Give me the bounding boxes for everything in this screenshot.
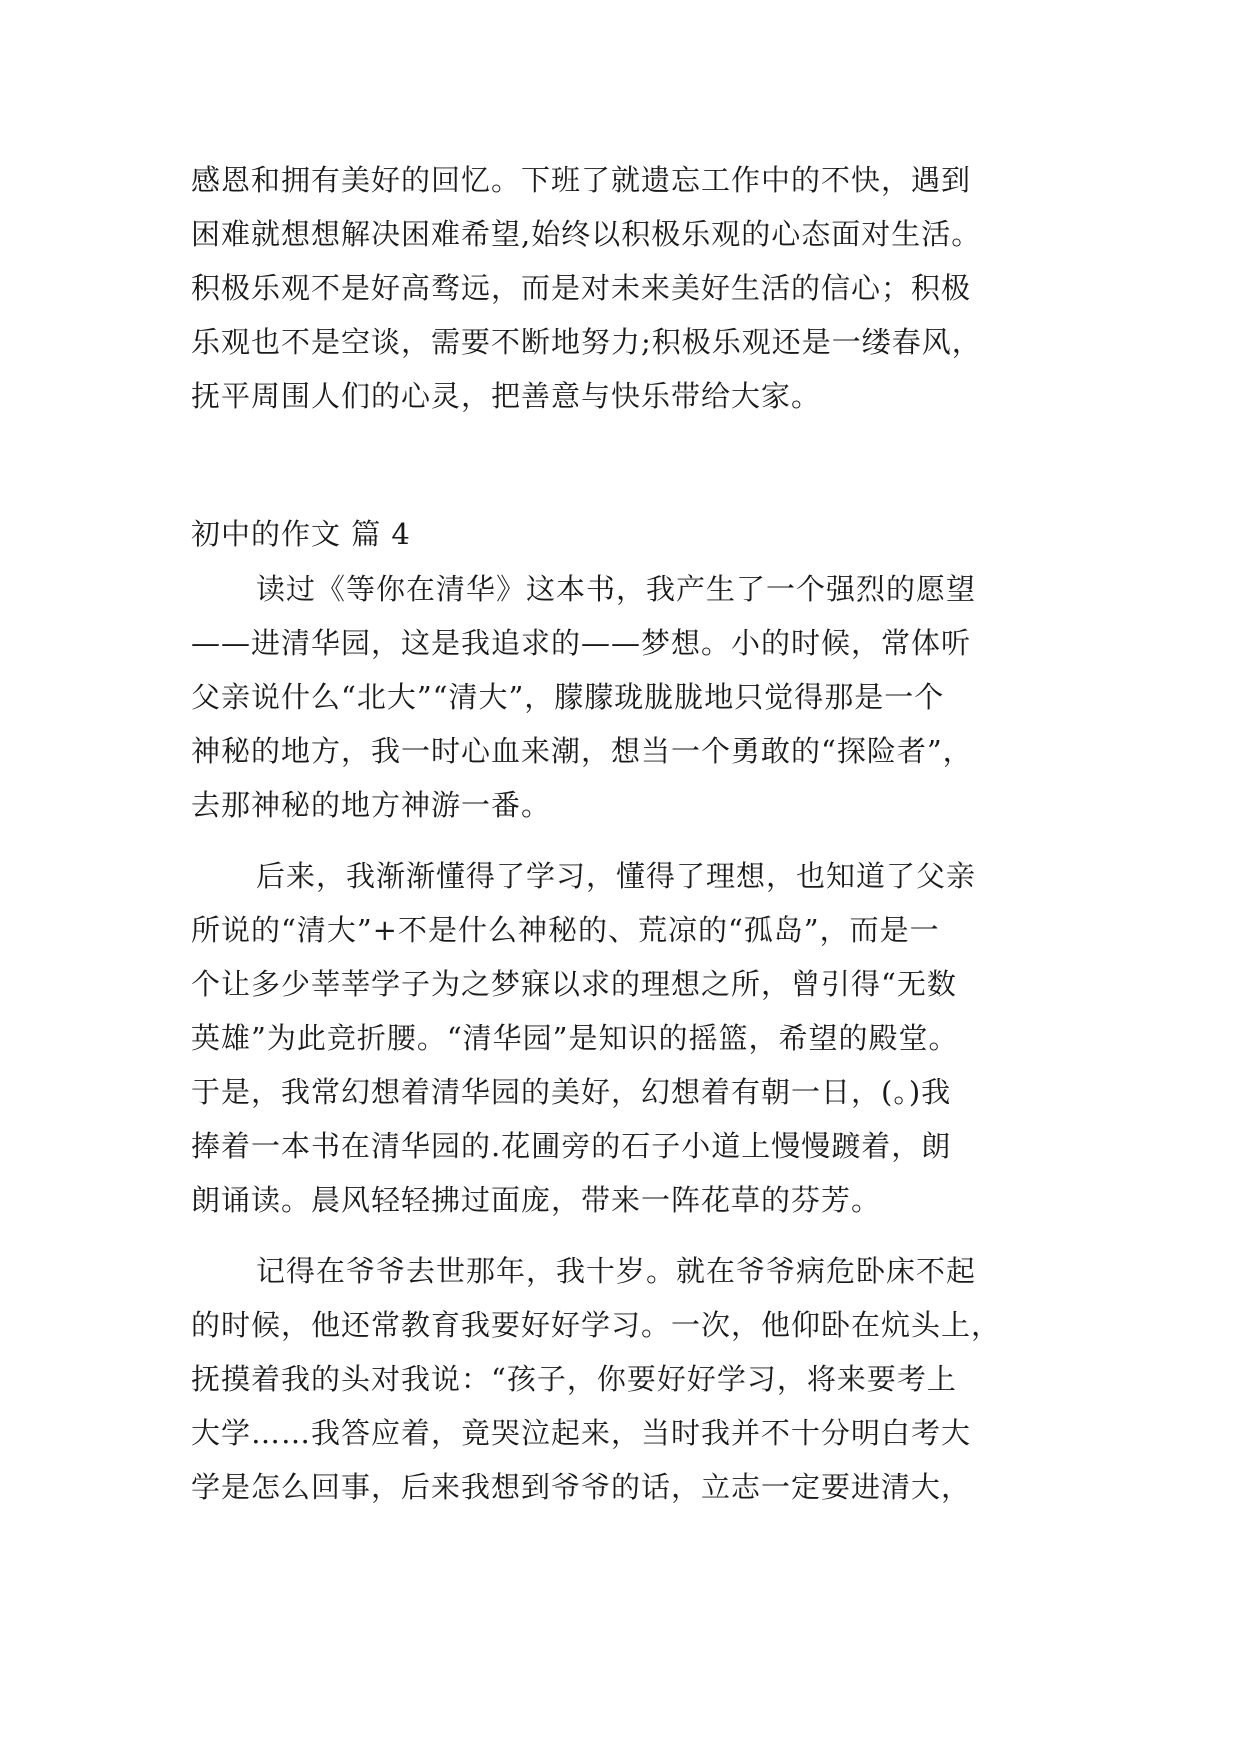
text-line: 父亲说什么“北大”“清大”，朦朦珑胧胧地只觉得那是一个: [191, 680, 945, 714]
text-line: 记得在爷爷去世那年，我十岁。就在爷爷病危卧床不起: [256, 1254, 977, 1288]
text-line: 乐观也不是空谈，需要不断地努力;积极乐观还是一缕春风，: [191, 325, 982, 359]
text-line: 困难就想想解决困难希望,始终以积极乐观的心态面对生活。: [191, 217, 982, 251]
text-line: ——进清华园，这是我追求的——梦想。小的时候，常体听: [191, 626, 972, 660]
text-line: 积极乐观不是好高骛远，而是对未来美好生活的信心；积极: [191, 271, 972, 305]
text-line: 朗诵读。晨风轻轻拂过面庞，带来一阵花草的芬芳。: [191, 1183, 882, 1217]
text-line: 个让多少莘莘学子为之梦寐以求的理想之所，曾引得“无数: [191, 967, 957, 1001]
text-line: 于是，我常幻想着清华园的美好，幻想着有朝一日，(。)我: [191, 1075, 952, 1109]
text-line: 捧着一本书在清华园的.花圃旁的石子小道上慢慢踱着，朗: [191, 1129, 952, 1163]
text-line: 感恩和拥有美好的回忆。下班了就遗忘工作中的不快，遇到: [191, 163, 972, 197]
text-line: 神秘的地方，我一时心血来潮，想当一个勇敢的“探险者”，: [191, 734, 973, 768]
text-line: 学是怎么回事，后来我想到爷爷的话，立志一定要进清大，: [191, 1470, 972, 1504]
section-heading: 初中的作文 篇 4: [191, 517, 411, 551]
text-line: 抚摸着我的头对我说：“孩子，你要好好学习，将来要考上: [191, 1362, 957, 1396]
text-line: 所说的“清大”+不是什么神秘的、荒凉的“孤岛”，而是一: [191, 913, 940, 947]
text-line: 去那神秘的地方神游一番。: [191, 788, 552, 822]
text-line: 读过《等你在清华》这本书，我产生了一个强烈的愿望: [256, 572, 977, 606]
text-line: 抚平周围人们的心灵，把善意与快乐带给大家。: [191, 379, 822, 413]
text-line: 大学……我答应着，竟哭泣起来，当时我并不十分明白考大: [191, 1416, 972, 1450]
text-line: 后来，我渐渐懂得了学习，懂得了理想，也知道了父亲: [256, 859, 977, 893]
text-line: 的时候，他还常教育我要好好学习。一次，他仰卧在炕头上，: [191, 1308, 1002, 1342]
text-line: 英雄”为此竞折腰。“清华园”是知识的摇篮，希望的殿堂。: [191, 1021, 959, 1055]
